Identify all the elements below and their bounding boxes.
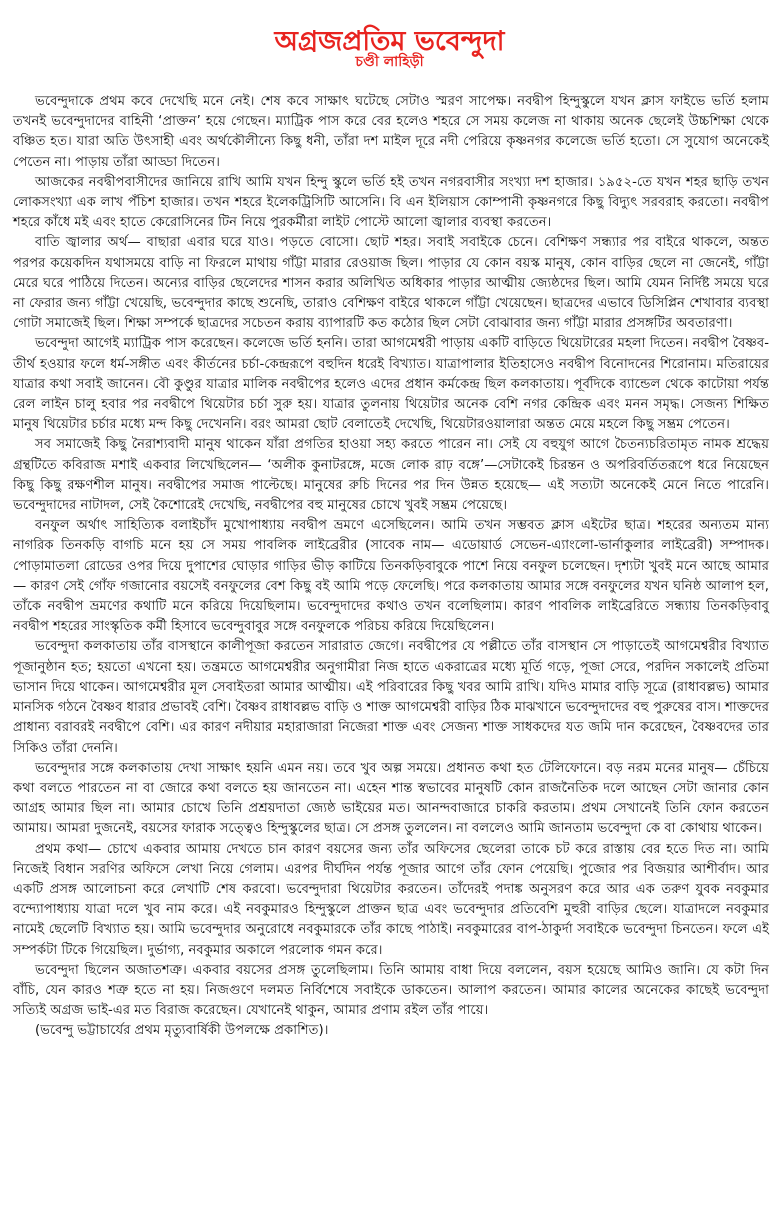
paragraph: ভবেন্দুদা ছিলেন অজাতশত্রু। একবার বয়সের প্রসঙ্গ তুলেছিলাম। তিনি আমায় বাধা দিয়ে বললেন, বয়স হয়েছে আমিও জানি। যে কটা দিন বাঁচি, যেন কারও শত্রু হতে না হয়। নিজগুণে দলমত নির্বিশেষে সবাইকে ডাকতেন। আলাপ করতেন। আমার কালের অনেকের কাছেই ভবেন্দুদা সত্যিই অগ্রজ ভাই-এর মত বিরাজ করেছেন। যেখানেই থাকুন, আমার প্রণাম রইল তাঁর পায়ে। — [13, 962, 769, 1019]
paragraph: ভবেন্দুদা কলকাতায় তাঁর বাসস্থানে কালীপূজা করতেন সারারাত জেগে। নবদ্বীপের যে পল্লীতে তাঁর বাসস্থান সে পাড়াতেই আগমেশ্বরীর বিখ্যাত পূজানুষ্ঠান হত; হয়তো এখনো হয়। তন্ত্রমতে আগমেশ্বরীর অনুগামীরা নিজ হাতে একরাত্রের মধ্যে মূর্তি গড়ে, পূজা সেরে, পরদিন সকালেই প্রতিমা ভাসান দিয়ে থাকেন। আগমেশ্বরীর মূল সেবাইতরা আমার আত্মীয়। এই পরিবারের কিছু খবর আমি রাখি। যদিও মামার বাড়ি সূত্রে (রাধাবল্লভ) আমার মানসিক গঠনে বৈষ্ণব ধারার প্রভাবই বেশি। বৈষ্ণব রাধাবল্লভ বাড়ি ও শাক্ত আগমেশ্বরী বাড়ির ঠিক মাঝখানে ভবেন্দুদাদের বহু পুরুষের বাস। শাক্তদের প্রাধান্য বরাবরই নবদ্বীপে বেশি। এর কারণ নদীয়ার মহারাজারা নিজেরা শাক্ত এবং সেজন্য শাক্ত সাধকদের যত জমি দান করেছেন, বৈষ্ণবদের তার সিকিও তাঁরা দেননি। — [13, 639, 769, 756]
paragraph: প্রথম কথা— চোখে একবার আমায় দেখতে চান কারণ বয়সের জন্য তাঁর অফিসের ছেলেরা তাকে চট করে রাস্তায় বের হতে দিত না। আমি নিজেই বিধান সরণির অফিসে লেখা নিয়ে গেলাম। এরপর দীর্ঘদিন পর্যন্ত পূজার আগে তাঁর ফোন পেয়েছি। পুজোর পর বিজয়ার আশীর্বাদ। আর একটি প্রসঙ্গ আলোচনা করে লেখাটি শেষ করবো। ভবেন্দুদারা থিয়েটার করতেন। তাঁদেরই পদাঙ্ক অনুসরণ করে আর এক তরুণ যুবক নবকুমার বন্দ্যোপাধ্যায় যাত্রা দলে খুব নাম করে। এই নবকুমারও হিন্দুস্কুলে প্রাক্তন ছাত্র এবং ভবেন্দুদার প্রতিবেশি মুহুরী বাড়ির ছেলে। যাত্রাদলে নবকুমার নামেই ছেলেটি বিখ্যাত হয়। আমি ভবেন্দুদার অনুরোধে নবকুমারকে তাঁর কাছে পাঠাই। নবকুমারের বাপ-ঠাকুর্দা সবাইকে ভবেন্দুদা চিনতেন। ফলে এই সম্পর্কটা টিকে গিয়েছিল। দুর্ভাগ্য, নবকুমার অকালে পরলোক গমন করে। — [13, 841, 769, 958]
paragraph: আজকের নবদ্বীপবাসীদের জানিয়ে রাখি আমি যখন হিন্দু স্কুলে ভর্তি হই তখন নগরবাসীর সংখ্যা দশ হাজার। ১৯৫২-তে যখন শহর ছাড়ি তখন লোকসংখ্যা এক লাখ পঁচিশ হাজার। তখন শহরে ইলেকট্রিসিটি আসেনি। বি এন ইলিয়াস কোম্পানী কৃষ্ণনগরে কিছু বিদ্যুৎ সরবরাহ করতো। নবদ্বীপ শহরে কাঁধে মই এবং হাতে কেরোসিনের টিন নিয়ে পুরকর্মীরা লাইট পোস্টে আলো জ্বালার ব্যবস্থা করতেন। — [13, 174, 769, 231]
paragraph: ভবেন্দুদা আগেই ম্যাট্রিক পাস করেছেন। কলেজে ভর্তি হননি। তারা আগমেশ্বরী পাড়ায় একটি বাড়িতে থিয়েটারের মহলা দিতেন। নবদ্বীপ বৈষ্ণব-তীর্থ হওয়ার ফলে ধর্ম-সঙ্গীত এবং কীর্তনের চর্চা-কেন্দ্ররূপে বহুদিন ধরেই বিখ্যাত। যাত্রাপালার ইতিহাসেও নবদ্বীপ বিনোদনের শিরোনাম। মতিরায়ের যাত্রার কথা সবাই জানেন। বৌ কুণ্ডুর যাত্রার মালিক নবদ্বীপের হলেও এদের প্রধান কর্মকেন্দ্র ছিল কলকাতায়। পূর্বদিকে ব্যান্ডেল থেকে কাটোয়া পর্যন্ত রেল লাইন চালু হবার পর নবদ্বীপে থিয়েটার চর্চা সুরু হয়। যাত্রার তুলনায় থিয়েটার অনেক বেশি নগর কেন্দ্রিক এবং মনন সমৃদ্ধ। সেজন্য শিক্ষিত মানুষ থিয়েটার চর্চার মধ্যে মন্দ কিছু দেখেননি। বরং আমরা ছোট বেলাতেই দেখেছি, থিয়েটারওয়ালারা অন্তত মেয়ে মহলে কিছু সম্ভ্রম পেতেন। — [13, 336, 769, 433]
paragraph: সব সমাজেই কিছু নৈরাশ্যবাদী মানুষ থাকেন যাঁরা প্রগতির হাওয়া সহ্য করতে পারেন না। সেই যে বহুযুগ আগে চৈতন্যচরিতামৃত নামক শ্রদ্ধেয় গ্রন্থটিতে কবিরাজ মশাই একবার লিখেছিলেন— ‘অলীক কুনাটরঙ্গে, মজে লোক রাঢ় বঙ্গে’—সেটাকেই চিরন্তন ও অপরিবর্তিতরূপে ধরে নিয়েছেন কিছু কিছু রক্ষণশীল মানুষ। নবদ্বীপের সমাজ পাল্টেছে। মানুষের রুচি দিনের পর দিন উন্নত হয়েছে— এই সত্যটা অনেকেই মেনে নিতে পারেনি। ভবেন্দুদাদের নাটাদল, সেই কৈশোরেই দেখেছি, নবদ্বীপের বহু মানুষের চোখে খুবই সম্ভ্রম পেয়েছে। — [13, 437, 769, 514]
paragraph: ভবেন্দুদাকে প্রথম কবে দেখেছি মনে নেই। শেষ কবে সাক্ষাৎ ঘটেছে সেটাও স্মরণ সাপেক্ষ। নবদ্বীপ হিন্দুস্কুলে যখন ক্লাস ফাইভে ভর্তি হলাম তখনই ভবেন্দুদাদের বাহিনী ‘প্রাক্তন’ হয়ে গেছেন। ম্যাট্রিক পাস করে বের হলেও শহরে সে সময় কলেজ না থাকায় অনেক ছেলেই উচ্চশিক্ষা থেকে বঞ্চিত হত। যারা অতি উৎসাহী এবং অর্থকৌলীন্যে কিছু ধনী, তাঁরা দশ মাইল দূরে নদী পেরিয়ে কৃষ্ণনগর কলেজে ভর্তি হতো। সে সুযোগ অনেকেই পেতেন না। পাড়ায় তাঁরা আড্ডা দিতেন। — [13, 94, 769, 170]
article-author: চণ্ডী লাহিড়ী — [355, 54, 424, 70]
paragraph: বনফুল অর্থাৎ সাহিত্যিক বলাইচাঁদ মুখোপাধ্যায় নবদ্বীপ ভ্রমণে এসেছিলেন। আমি তখন সম্ভবত ক্লাস এইটের ছাত্র। শহরের অন্যতম মান্য নাগরিক তিনকড়ি বাগচি মনে হয় সে সময় পাবলিক লাইব্রেরীর (সাবেক নাম— এডোয়ার্ড সেভেন-এ্যাংলো-ভার্নাকুলার লাইব্রেরী) সম্পাদক। পোড়ামাতলা রোডের ওপর দিয়ে দুপাশের ঘোড়ার গাড়ির ভীড় কাটিয়ে তিনকড়িবাবুকে পাশে নিয়ে বনফুল চলেছেন। দৃশ্যটা খুবই মনে আছে আমার— কারণ সেই গোঁফ গজানোর বয়সেই বনফুলের বেশ কিছু বই আমি পড়ে ফেলেছি। পরে কলকাতায় আমার সঙ্গে বনফুলের যখন ঘনিষ্ঠ আলাপ হল, তাঁকে নবদ্বীপ ভ্রমণের কথাটি মনে করিয়ে দিয়েছিলাম। ভবেন্দুদাদের কথাও তখন বলেছিলাম। কারণ পাবলিক লাইব্রেরিতে সন্ধ্যায় তিনকড়িবাবু নবদ্বীপ শহরের সাংস্কৃতিক কর্মী হিসাবে ভবেন্দুবাবুর সঙ্গে বনফুলকে পরিচয় করিয়ে দিয়েছিলেন। — [13, 518, 769, 635]
paragraph: বাতি জ্বালার অর্থ— বাছারা এবার ঘরে যাও। পড়তে বোসো। ছোট শহর। সবাই সবাইকে চেনে। বেশিক্ষণ সন্ধ্যার পর বাইরে থাকলে, অন্তত পরপর কয়েকদিন যথাসময়ে বাড়ি না ফিরলে মাথায় গাঁট্টা মারার রেওয়াজ ছিল। পাড়ার যে কোন বয়স্ক মানুষ, কোন বাড়ির ছেলে না জেনেই, গাঁট্টা মেরে ঘরে পাঠিয়ে দিতেন। অন্যের বাড়ির ছেলেদের শাসন করার অলিখিত অধিকার পাড়ার আত্মীয় জ্যেষ্ঠদের ছিল। আমি যেমন নির্দিষ্ট সময়ে ঘরে না ফেরার জন্য গাঁট্টা খেয়েছি, ভবেন্দুদার কাছে শুনেছি, তারাও বেশিক্ষণ বাইরে থাকলে গাঁট্টা খেয়েছেন। ছাত্রদের এভাবে ডিসিপ্লিন শেখাবার ব্যবস্থা গোটা সমাজেই ছিল। শিক্ষা সম্পর্কে ছাত্রদের সচেতন করায় ব্যাপারটি কত কঠোর ছিল সেটা বোঝাবার জন্য গাঁট্টা মারার প্রসঙ্গটির অবতারণা। — [13, 235, 769, 332]
publication-note: (ভবেন্দু ভট্টাচার্যের প্রথম মৃত্যুবার্ষিকী উপলক্ষে প্রকাশিত)। — [35, 1023, 329, 1039]
paragraph: ভবেন্দুদার সঙ্গে কলকাতায় দেখা সাক্ষাৎ হয়নি এমন নয়। তবে খুব অল্প সময়ে। প্রধানত কথা হত টেলিফোনে। বড় নরম মনের মানুষ— চেঁচিয়ে কথা বলতে পারতেন না বা জোরে কথা বলতে হয় জানতেন না। এহেন শান্ত স্বভাবের মানুষটি কোন রাজনৈতিক দলে আছেন সেটা জানার কোন আগ্রহ আমার ছিল না। আমার চোখে তিনি প্রশ্রয়দাতা জ্যেষ্ঠ ভাইয়ের মত। আনন্দবাজারে চাকরি করতাম। প্রথম সেখানেই তিনি ফোন করতেন আমায়। আমরা দুজনেই, বয়সের ফারাক সত্ত্বেও হিন্দুস্কুলের ছাত্র। সে প্রসঙ্গ তুললেন। না বললেও আমি জানতাম ভবেন্দুদা কে বা কোথায় থাকেন। — [13, 760, 769, 837]
article-body — [13, 92, 769, 1042]
article-title: অগ্রজপ্রতিম ভবেন্দুদা — [274, 26, 505, 58]
